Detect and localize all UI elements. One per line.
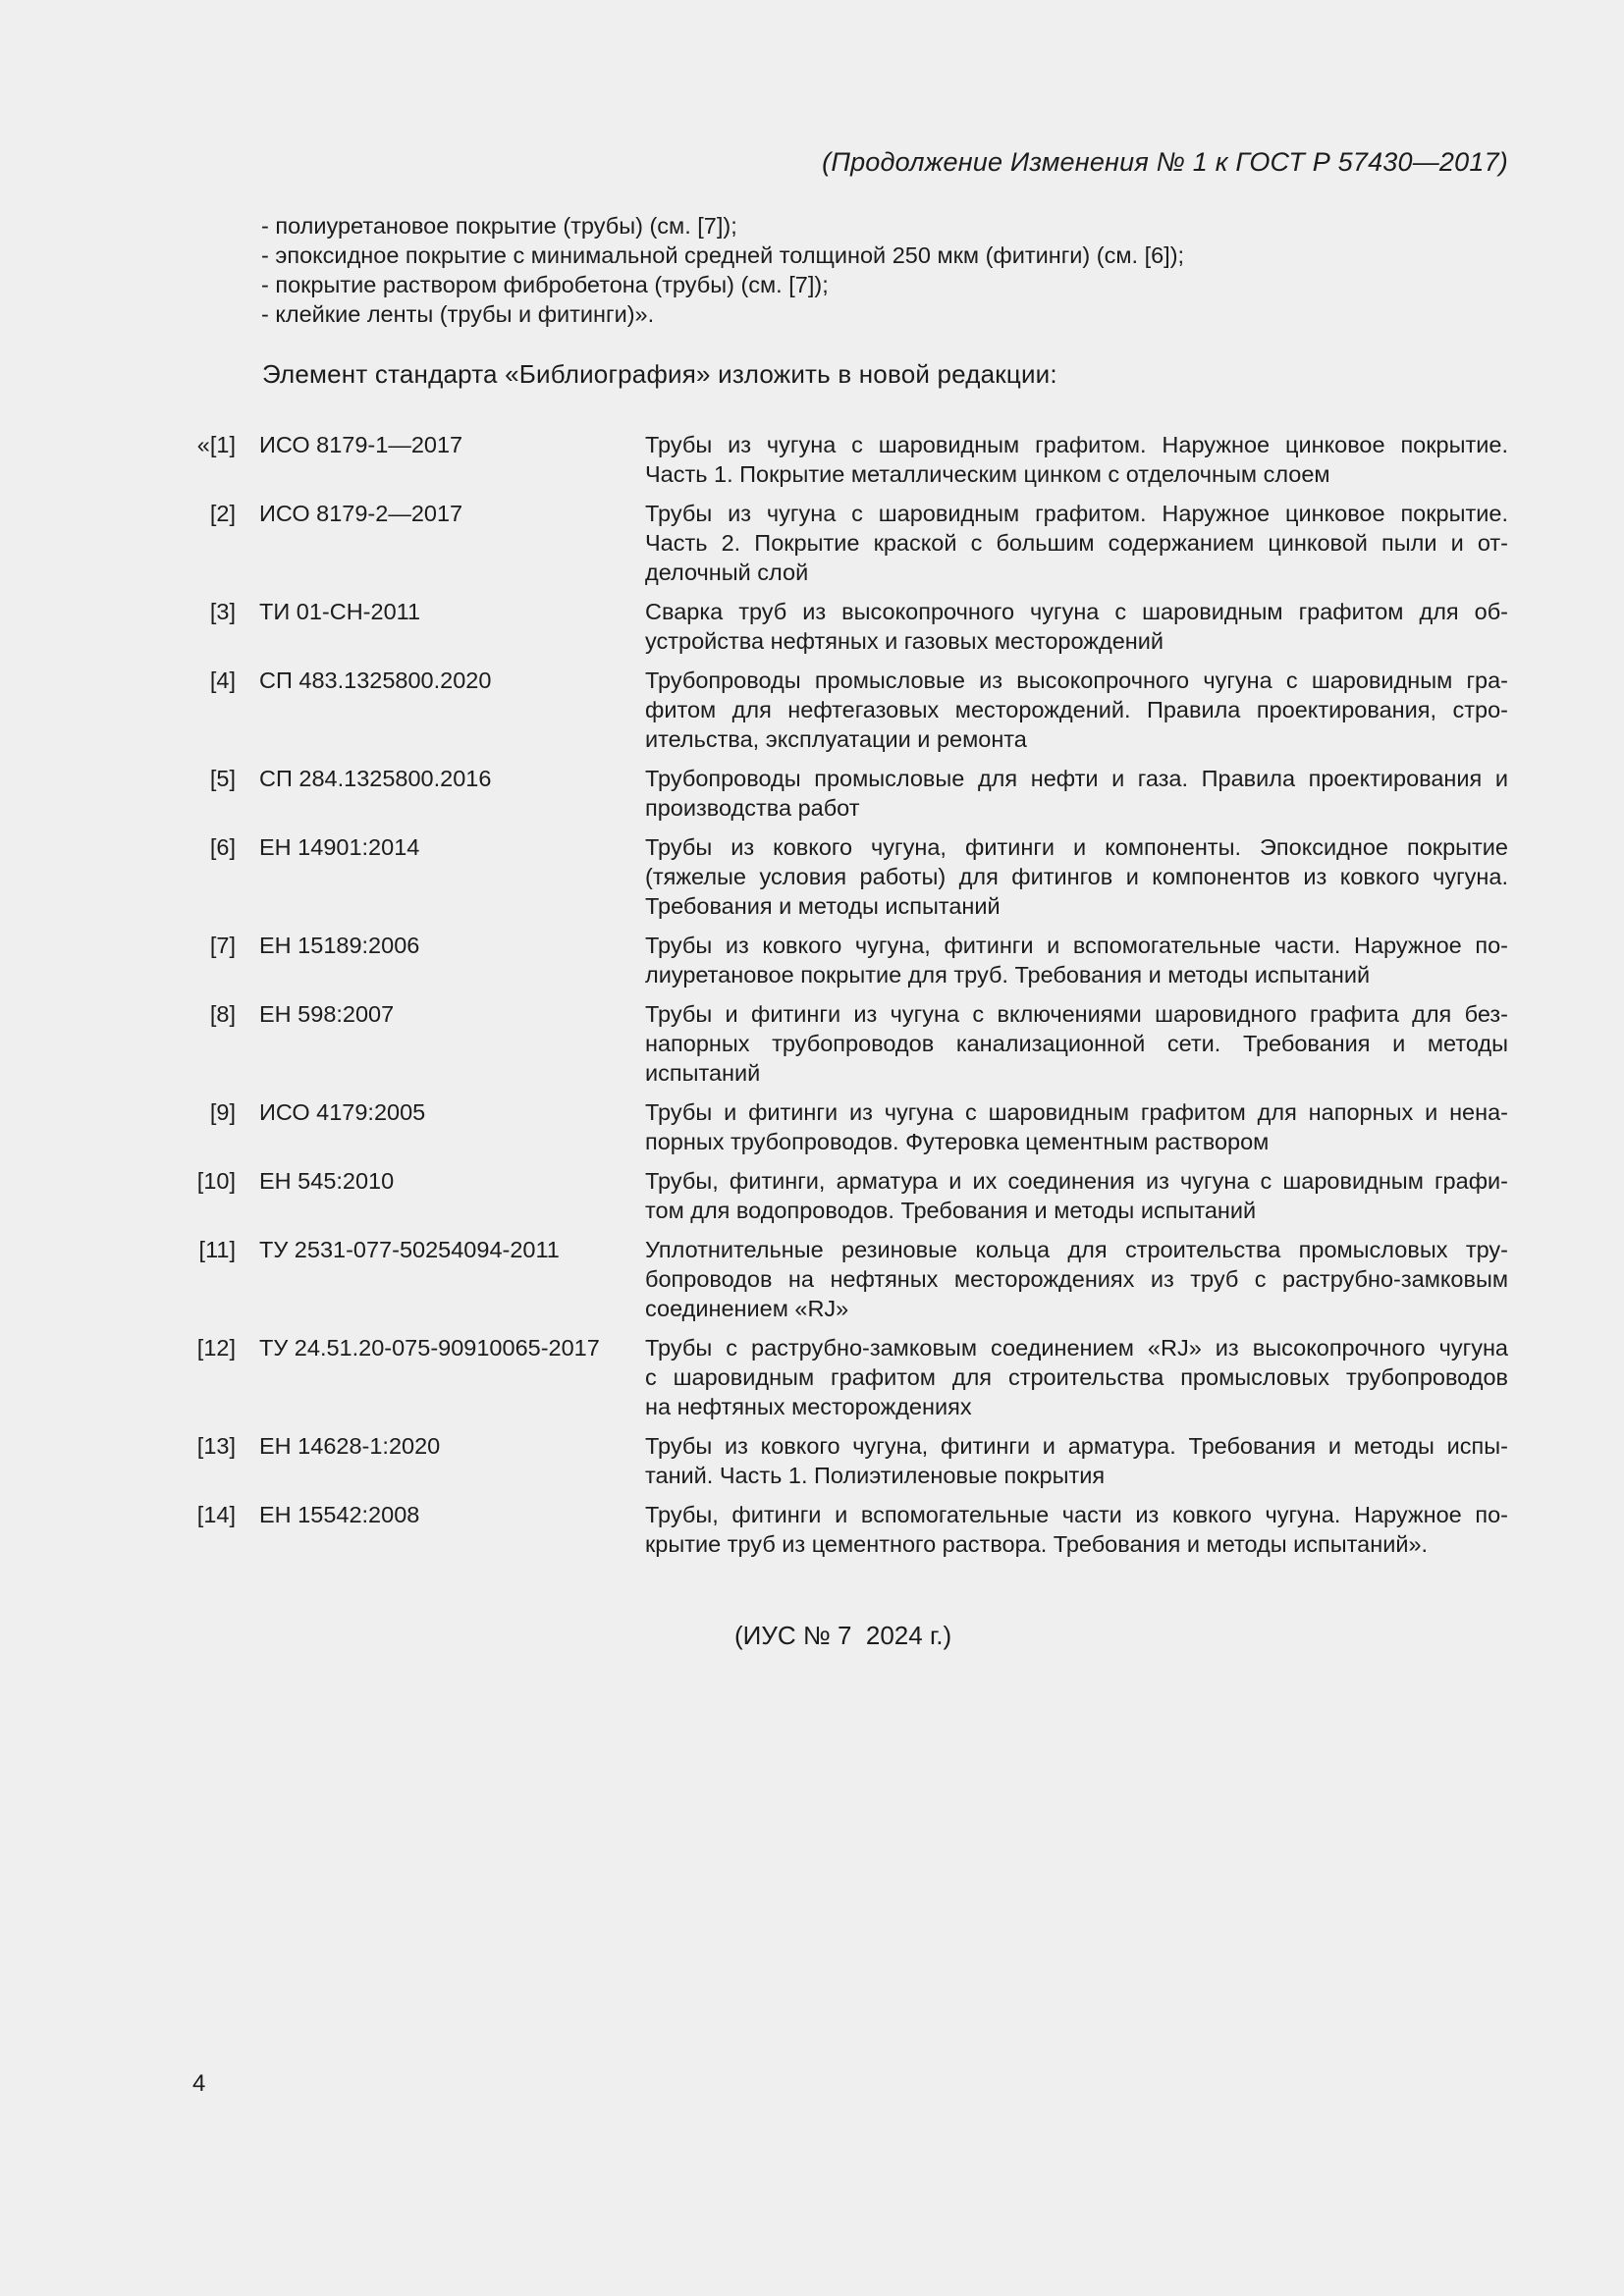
entry-title-line: испытаний (645, 1060, 761, 1086)
entry-title (645, 597, 1508, 656)
entry-title-line: Часть 2. Покрытие краской с большим содержанием цинковой пыли и от- (645, 530, 1508, 556)
entry-number: [9] (209, 1099, 236, 1125)
entry-title-line: бопроводов на нефтяных месторождениях из труб с раструбно-замковым (645, 1266, 1508, 1292)
entry-title-line: Трубы из чугуна с шаровидным графитом. Наружное цинковое покрытие. (645, 501, 1508, 526)
bibliography-list (192, 430, 1508, 1569)
bibliography-entry (192, 999, 1508, 1088)
entry-number: [11] (198, 1237, 236, 1262)
entry-title-line: Трубы, фитинги и вспомогательные части из ковкого чугуна. Наружное по- (645, 1502, 1508, 1527)
entry-title (645, 1166, 1508, 1225)
entry-designation: ТУ 2531-077-50254094-2011 (259, 1237, 560, 1262)
entry-designation: ТИ 01-СН-2011 (259, 599, 421, 624)
bibliography-intro: Элемент стандарта «Библиография» изложить в новой редакции: (262, 359, 1057, 389)
entry-title-line: Трубы и фитинги из чугуна с шаровидным графитом для напорных и нена- (645, 1099, 1508, 1125)
entry-title (645, 931, 1508, 989)
entry-title (645, 1333, 1508, 1421)
entry-title-line: (тяжелые условия работы) для фитингов и компонентов из ковкого чугуна. (645, 864, 1508, 889)
entry-title-line: лиуретановое покрытие для труб. Требования и методы испытаний (645, 962, 1371, 988)
entry-title-line: Трубы из чугуна с шаровидным графитом. Наружное цинковое покрытие. (645, 432, 1508, 457)
entry-designation: ЕН 14901:2014 (259, 834, 420, 860)
entry-title-line: том для водопроводов. Требования и методы испытаний (645, 1198, 1257, 1223)
list-item: - полиуретановое покрытие (трубы) (см. [7]); (261, 213, 737, 239)
entry-title-line: на нефтяных месторождениях (645, 1394, 972, 1419)
entry-designation: ЕН 545:2010 (259, 1168, 395, 1194)
entry-title-line: Трубы и фитинги из чугуна с включениями шаровидного графита для без- (645, 1001, 1508, 1027)
entry-number: [3] (209, 599, 236, 624)
entry-title-line: Трубы из ковкого чугуна, фитинги и арматура. Требования и методы испы- (645, 1433, 1508, 1459)
entry-title (645, 430, 1508, 489)
entry-title-line: напорных трубопроводов канализационной сети. Требования и методы (645, 1031, 1508, 1056)
entry-number: [12] (196, 1335, 236, 1361)
entry-title-line: Часть 1. Покрытие металлическим цинком с отделочным слоем (645, 461, 1330, 487)
list-item: - покрытие раствором фибробетона (трубы) (см. [7]); (261, 272, 829, 297)
entry-number: [2] (209, 501, 236, 526)
entry-number: [8] (209, 1001, 236, 1027)
entry-designation: ИСО 8179-2—2017 (259, 501, 463, 526)
entry-title-line: Сварка труб из высокопрочного чугуна с шаровидным графитом для об- (645, 599, 1508, 624)
entry-title-line: Трубопроводы промысловые для нефти и газа. Правила проектирования и (645, 766, 1508, 791)
bibliography-entry (192, 1431, 1508, 1490)
list-item: - эпоксидное покрытие с минимальной средней толщиной 250 мкм (фитинги) (см. [6]); (261, 242, 1185, 268)
ius-reference: (ИУС № 7 2024 г.) (734, 1621, 952, 1650)
entry-designation: ЕН 14628-1:2020 (259, 1433, 441, 1459)
entry-title-line: Трубы, фитинги, арматура и их соединения из чугуна с шаровидным графи- (645, 1168, 1508, 1194)
entry-title (645, 1235, 1508, 1323)
entry-title (645, 832, 1508, 921)
page-number: 4 (192, 2070, 206, 2097)
entry-number: [14] (196, 1502, 236, 1527)
entry-designation: СП 284.1325800.2016 (259, 766, 492, 791)
entry-designation: ЕН 15189:2006 (259, 933, 420, 958)
bibliography-entry (192, 1500, 1508, 1559)
entry-designation: ЕН 15542:2008 (259, 1502, 420, 1527)
entry-designation: СП 483.1325800.2020 (259, 667, 492, 693)
entry-title-line: производства работ (645, 795, 860, 821)
bibliography-entry (192, 1097, 1508, 1156)
entry-title-line: с шаровидным графитом для строительства промысловых трубопроводов (645, 1364, 1508, 1390)
entry-title (645, 999, 1508, 1088)
bibliography-entry (192, 832, 1508, 921)
entry-title-line: порных трубопроводов. Футеровка цементным раствором (645, 1129, 1270, 1154)
entry-number: [5] (209, 766, 236, 791)
coatings-list (261, 211, 1184, 329)
list-item: - клейкие ленты (трубы и фитинги)». (261, 301, 655, 327)
entry-title (645, 764, 1508, 823)
entry-designation: ИСО 8179-1—2017 (259, 432, 463, 457)
entry-title-line: делочный слой (645, 560, 809, 585)
entry-title-line: Трубопроводы промысловые из высокопрочного чугуна с шаровидным гра- (645, 667, 1508, 693)
entry-designation: ТУ 24.51.20-075-90910065-2017 (259, 1335, 600, 1361)
entry-title-line: Уплотнительные резиновые кольца для строительства промысловых тру- (645, 1237, 1508, 1262)
bibliography-entry (192, 764, 1508, 823)
entry-title-line: крытие труб из цементного раствора. Требования и методы испытаний». (645, 1531, 1429, 1557)
entry-title-line: устройства нефтяных и газовых месторождений (645, 628, 1164, 654)
entry-number: [7] (209, 933, 236, 958)
bibliography-entry (192, 499, 1508, 587)
entry-title (645, 666, 1508, 754)
entry-title-line: Требования и методы испытаний (645, 893, 1001, 919)
entry-title (645, 499, 1508, 587)
bibliography-entry (192, 666, 1508, 754)
continuation-header: (Продолжение Изменения № 1 к ГОСТ Р 57430—2017) (822, 147, 1508, 177)
bibliography-entry (192, 430, 1508, 489)
entry-number: «[1] (196, 432, 236, 457)
bibliography-entry (192, 597, 1508, 656)
bibliography-entry (192, 1333, 1508, 1421)
bibliography-entry (192, 931, 1508, 989)
entry-title-line: Трубы с раструбно-замковым соединением «RJ» из высокопрочного чугуна (645, 1335, 1508, 1361)
entry-title-line: Трубы из ковкого чугуна, фитинги и вспомогательные части. Наружное по- (645, 933, 1508, 958)
entry-designation: ЕН 598:2007 (259, 1001, 395, 1027)
entry-title-line: таний. Часть 1. Полиэтиленовые покрытия (645, 1463, 1106, 1488)
bibliography-entry (192, 1235, 1508, 1323)
entry-designation: ИСО 4179:2005 (259, 1099, 426, 1125)
entry-number: [13] (196, 1433, 236, 1459)
bibliography-entry (192, 1166, 1508, 1225)
entry-title (645, 1431, 1508, 1490)
entry-number: [4] (209, 667, 236, 693)
entry-title (645, 1097, 1508, 1156)
entry-title-line: фитом для нефтегазовых месторождений. Правила проектирования, стро- (645, 697, 1508, 722)
entry-title-line: Трубы из ковкого чугуна, фитинги и компоненты. Эпоксидное покрытие (645, 834, 1508, 860)
entry-title-line: соединением «RJ» (645, 1296, 849, 1321)
entry-title-line: ительства, эксплуатации и ремонта (645, 726, 1027, 752)
entry-number: [6] (209, 834, 236, 860)
entry-title (645, 1500, 1508, 1559)
entry-number: [10] (196, 1168, 236, 1194)
